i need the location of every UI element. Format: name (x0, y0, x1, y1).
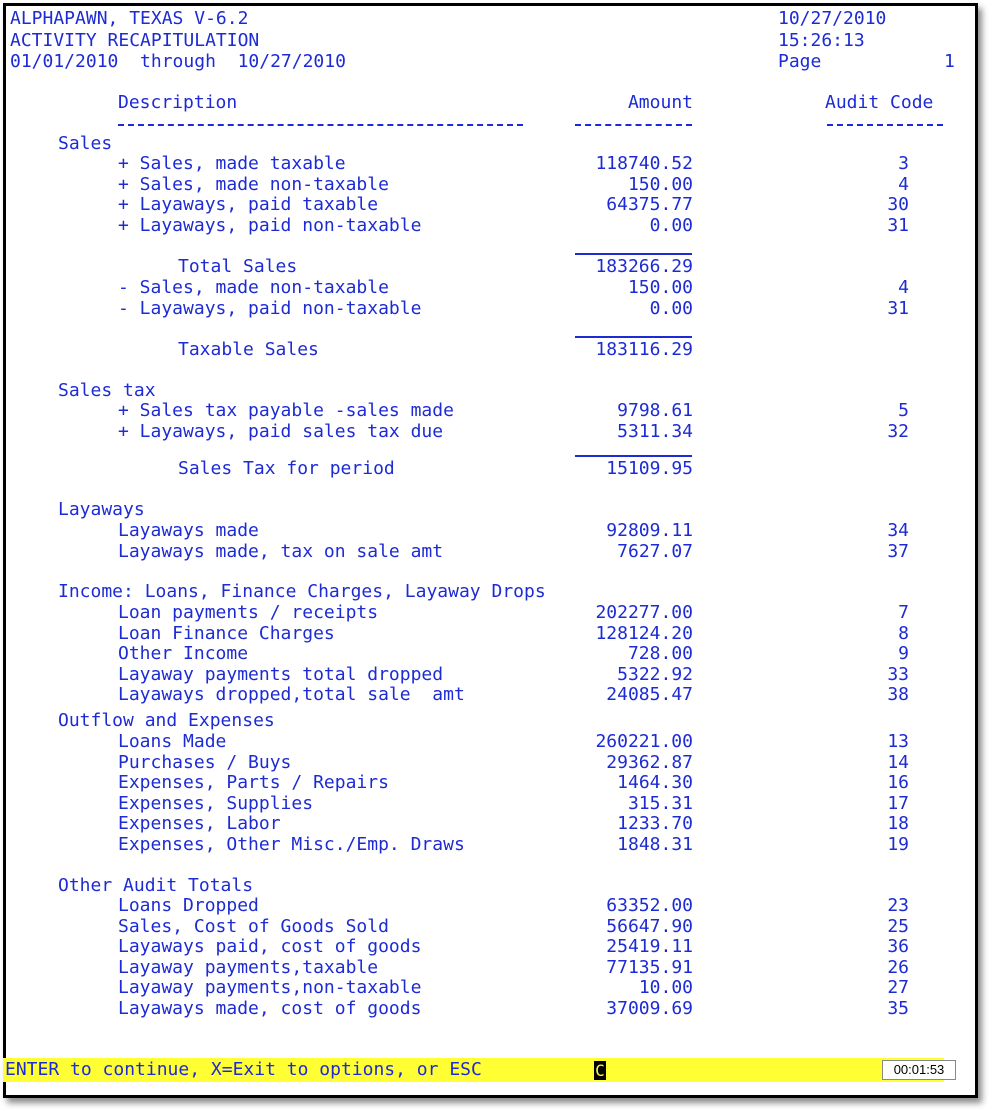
line-description: Layaway payments total dropped (118, 663, 444, 685)
line-audit-code: 7 (898, 602, 909, 623)
line-description: + Layaways, paid taxable (118, 194, 379, 216)
line-amount: 63352.00 (606, 895, 693, 916)
line-audit-code: 16 (887, 772, 909, 794)
line-amount: 1848.31 (617, 834, 693, 855)
app-title: ALPHAPAWN, TEXAS V-6.2 (10, 8, 249, 29)
page-number: 1 (944, 51, 955, 72)
line-amount: 56647.90 (606, 915, 693, 937)
page-label: Page (778, 51, 822, 72)
total-sales-label: Total Sales (178, 256, 298, 277)
line-description: + Sales, made non-taxable (118, 173, 389, 195)
line-amount: 7627.07 (617, 540, 693, 562)
line-audit-code: 34 (887, 520, 909, 541)
line-description: Layaways made, tax on sale amt (118, 540, 444, 562)
line-description: + Sales, made taxable (118, 153, 346, 174)
line-description: Sales, Cost of Goods Sold (118, 915, 389, 937)
line-amount: 9798.61 (617, 400, 693, 421)
line-amount: 150.00 (627, 173, 693, 195)
line-description: Purchases / Buys (118, 751, 292, 773)
line-description: Loan Finance Charges (118, 622, 335, 644)
line-audit-code: 19 (887, 834, 909, 855)
line-description: Layaways dropped,total sale amt (118, 684, 465, 706)
line-description: Layaways paid, cost of goods (118, 936, 422, 958)
line-description: Loans Made (118, 731, 227, 752)
report-title: ACTIVITY RECAPITULATION (10, 30, 260, 51)
line-description: - Sales, made non-taxable (118, 277, 389, 298)
line-amount: 128124.20 (595, 622, 693, 644)
line-amount: 5322.92 (617, 663, 693, 685)
column-divider-description (118, 124, 523, 126)
line-audit-code: 30 (887, 194, 909, 216)
line-amount: 92809.11 (606, 520, 693, 541)
line-amount: 37009.69 (606, 998, 693, 1019)
line-audit-code: 26 (887, 956, 909, 978)
line-amount: 5311.34 (617, 420, 693, 442)
line-description: + Sales tax payable -sales made (118, 400, 454, 421)
status-prompt: ENTER to continue, X=Exit to options, or ESC (5, 1059, 482, 1080)
line-audit-code: 4 (898, 173, 909, 195)
line-audit-code: 17 (887, 792, 909, 814)
line-audit-code: 32 (887, 420, 909, 442)
line-description: Other Income (118, 643, 249, 665)
line-audit-code: 4 (898, 277, 909, 298)
line-description: Expenses, Parts / Repairs (118, 772, 389, 794)
section-title-other-audit-totals: Other Audit Totals (58, 875, 254, 896)
line-description: Layaway payments,taxable (118, 956, 379, 978)
line-amount: 315.31 (627, 792, 693, 814)
report-date: 10/27/2010 (778, 8, 887, 29)
line-description: Loans Dropped (118, 895, 259, 916)
line-amount: 260221.00 (595, 731, 693, 752)
line-amount: 0.00 (649, 214, 693, 236)
line-amount: 728.00 (627, 643, 693, 665)
line-amount: 1233.70 (617, 813, 693, 835)
column-header-audit-code: Audit Code (825, 92, 934, 113)
line-amount: 25419.11 (606, 936, 693, 958)
section-title-layaways: Layaways (58, 499, 145, 520)
section-title-income: Income: Loans, Finance Charges, Layaway Drops (58, 581, 546, 602)
sales-tax-total-label: Sales Tax for period (178, 458, 395, 479)
line-amount: 29362.87 (606, 751, 693, 773)
line-amount: 150.00 (627, 277, 693, 298)
line-audit-code: 31 (887, 214, 909, 236)
session-timer: 00:01:53 (882, 1060, 956, 1080)
line-description: - Layaways, paid non-taxable (118, 297, 422, 319)
line-amount: 24085.47 (606, 684, 693, 706)
line-description: Loan payments / receipts (118, 602, 379, 623)
line-audit-code: 8 (898, 622, 909, 644)
line-description: Expenses, Supplies (118, 792, 314, 814)
section-title-sales-tax: Sales tax (58, 380, 156, 401)
line-description: Expenses, Other Misc./Emp. Draws (118, 834, 465, 855)
line-audit-code: 33 (887, 663, 909, 685)
column-header-amount: Amount (627, 92, 693, 113)
line-audit-code: 3 (898, 153, 909, 174)
line-audit-code: 31 (887, 297, 909, 319)
report-period: 01/01/2010 through 10/27/2010 (10, 51, 346, 72)
sales-tax-total-amount: 15109.95 (606, 458, 693, 479)
column-divider-audit-code (827, 124, 943, 126)
line-description: Layaway payments,non-taxable (118, 977, 422, 999)
line-audit-code: 9 (898, 643, 909, 665)
line-description: Expenses, Labor (118, 813, 281, 835)
taxable-sales-amount: 183116.29 (595, 339, 693, 360)
line-audit-code: 38 (887, 684, 909, 706)
sales-tax-rule (575, 455, 692, 457)
command-input[interactable]: C (595, 1061, 605, 1080)
line-amount: 1464.30 (617, 772, 693, 794)
line-audit-code: 35 (887, 998, 909, 1019)
line-description: + Layaways, paid sales tax due (118, 420, 444, 442)
line-amount: 202277.00 (595, 602, 693, 623)
line-audit-code: 27 (887, 977, 909, 999)
taxable-sales-rule (575, 336, 692, 338)
line-amount: 77135.91 (606, 956, 693, 978)
total-sales-amount: 183266.29 (595, 256, 693, 277)
line-amount: 10.00 (638, 977, 693, 999)
line-audit-code: 14 (887, 751, 909, 773)
line-description: + Layaways, paid non-taxable (118, 214, 422, 236)
line-audit-code: 5 (898, 400, 909, 421)
line-audit-code: 36 (887, 936, 909, 958)
line-audit-code: 37 (887, 540, 909, 562)
line-amount: 64375.77 (606, 194, 693, 216)
section-title-sales: Sales (58, 133, 113, 154)
taxable-sales-label: Taxable Sales (178, 339, 319, 360)
report-time: 15:26:13 (778, 30, 865, 51)
line-audit-code: 23 (887, 895, 909, 916)
line-description: Layaways made, cost of goods (118, 998, 422, 1019)
line-amount: 118740.52 (595, 153, 693, 174)
line-audit-code: 13 (887, 731, 909, 752)
sales-subtotal-rule (575, 253, 692, 255)
line-amount: 0.00 (649, 297, 693, 319)
line-audit-code: 18 (887, 813, 909, 835)
section-title-outflow: Outflow and Expenses (58, 710, 275, 731)
column-divider-amount (575, 124, 692, 126)
column-header-description: Description (118, 92, 238, 113)
line-audit-code: 25 (887, 915, 909, 937)
line-description: Layaways made (118, 520, 259, 541)
